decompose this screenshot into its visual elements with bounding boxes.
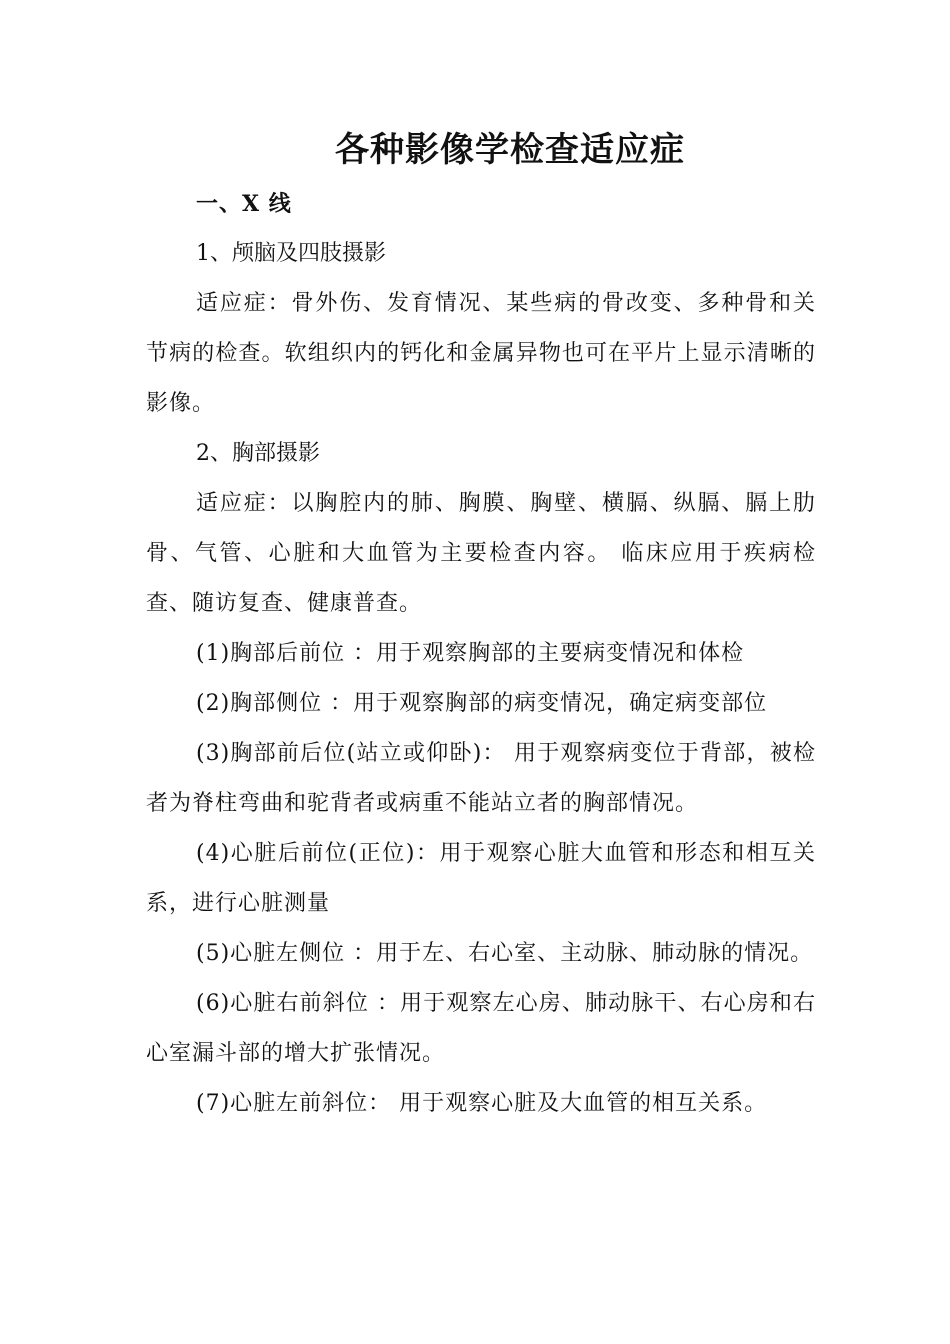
document-title: 各种影像学检查适应症	[335, 130, 685, 170]
subsection-paragraph-chest: 适应症：以胸腔内的肺、胸膜、胸壁、横膈、纵膈、膈上肋骨、气管、心脏和大血管为主要检查内容。 临床应用于疾病检查、随访复查、健康普查。	[146, 491, 816, 616]
list-item: (6)心脏右前斜位 ：用于观察左心房、肺动脉干、右心房和右心室漏斗部的增大扩张情况。	[146, 991, 816, 1066]
document-body	[146, 179, 816, 1129]
list-item: (2)胸部侧位 ：用于观察胸部的病变情况，确定病变部位	[196, 691, 768, 716]
list-item: (3)胸部前后位(站立或仰卧)： 用于观察病变位于背部，被检者为脊柱弯曲和驼背者或病重不能站立者的胸部情况。	[146, 741, 816, 816]
subsection-heading-skull-limbs: 1、颅脑及四肢摄影	[196, 241, 386, 266]
subsection-heading-chest: 2、胸部摄影	[196, 441, 320, 466]
list-item: (1)胸部后前位 ：用于观察胸部的主要病变情况和体检	[196, 641, 745, 666]
list-item: (7)心脏左前斜位： 用于观察心脏及大血管的相互关系。	[196, 1091, 768, 1116]
list-item: (4)心脏后前位(正位)：用于观察心脏大血管和形态和相互关系，进行心脏测量	[146, 841, 816, 916]
list-item: (5)心脏左侧位 ：用于左、右心室、主动脉、肺动脉的情况。	[196, 941, 814, 966]
subsection-paragraph-skull-limbs: 适应症：骨外伤、发育情况、某些病的骨改变、多种骨和关节病的检查。软组织内的钙化和金属异物也可在平片上显示清晰的影像。	[146, 291, 816, 416]
section-heading-x-ray: 一、X 线	[196, 191, 292, 217]
